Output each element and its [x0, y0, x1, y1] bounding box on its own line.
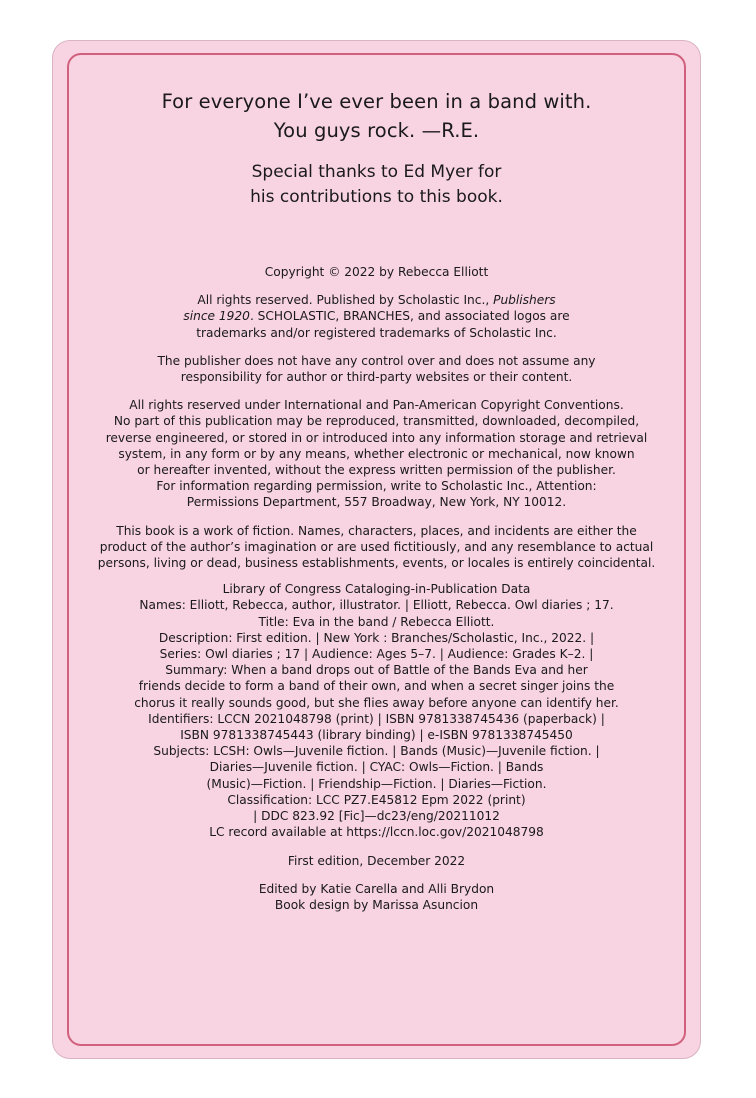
cip-line: ISBN 9781338745443 (library binding) | e-ISBN 9781338745450 — [180, 728, 573, 743]
convention-line: Permissions Department, 557 Broadway, New York, NY 10012. — [186, 495, 567, 510]
rights-line — [53, 292, 700, 308]
cip-line: Classification: LCC PZ7.E45812 Epm 2022 (print) — [227, 792, 526, 807]
cip-line: Title: Eva in the band / Rebecca Elliott. — [258, 614, 495, 629]
thanks-line: Special thanks to Ed Myer for — [251, 162, 502, 182]
cip-line: Diaries—Juvenile fiction. | CYAC: Owls—Fiction. | Bands — [209, 760, 544, 775]
cip-line: chorus it really sounds good, but she flies away before anyone can identify her. — [134, 695, 619, 710]
cip-line: LC record available at https://lccn.loc.gov/2021048798 — [209, 825, 544, 840]
thanks-line: his contributions to this book. — [250, 187, 503, 207]
publisher-note-line: responsibility for author or third-party websites or their content. — [180, 370, 573, 385]
convention-line: All rights reserved under International and Pan-American Copyright Conventions. — [129, 398, 624, 413]
convention-line: For information regarding permission, write to Scholastic Inc., Attention: — [156, 479, 597, 494]
cip-line: (Music)—Fiction. | Friendship—Fiction. | Diaries—Fiction. — [206, 776, 547, 791]
cip-line: Subjects: LCSH: Owls—Juvenile fiction. | Bands (Music)—Juvenile fiction. | — [153, 744, 600, 759]
rights-text: . SCHOLASTIC, BRANCHES, and associated logos are — [249, 309, 570, 324]
rights-statement — [53, 292, 700, 341]
dedication-line: For everyone I’ve ever been in a band with. — [161, 90, 592, 113]
edition-statement — [53, 853, 700, 869]
rights-italic-text: since 1920 — [183, 309, 250, 324]
copyright-notice — [53, 264, 700, 280]
fiction-line: product of the author’s imagination or are used fictitiously, and any resemblance to actual — [99, 539, 654, 554]
fiction-disclaimer — [53, 523, 700, 572]
publisher-note — [53, 353, 700, 385]
dedication — [53, 87, 700, 145]
special-thanks — [53, 160, 700, 210]
cip-line: Identifiers: LCCN 2021048798 (print) | ISBN 9781338745436 (paperback) | — [148, 711, 605, 726]
cip-line: Series: Owl diaries ; 17 | Audience: Ages 5–7. | Audience: Grades K–2. | — [159, 647, 594, 662]
cip-line: Summary: When a band drops out of Battle of the Bands Eva and her — [165, 663, 588, 678]
cip-line: | DDC 823.92 [Fic]—dc23/eng/20211012 — [253, 809, 500, 824]
fiction-line: persons, living or dead, business establishments, events, or locales is entirely coincidental. — [97, 556, 656, 571]
cip-line: Names: Elliott, Rebecca, author, illustrator. | Elliott, Rebecca. Owl diaries ; 17. — [139, 598, 614, 613]
publisher-note-line: The publisher does not have any control over and does not assume any — [157, 353, 596, 368]
copyright-page-card — [52, 40, 701, 1059]
copyright-line: Copyright © 2022 by Rebecca Elliott — [264, 265, 489, 279]
rights-line: trademarks and/or registered trademarks of Scholastic Inc. — [196, 325, 557, 340]
fiction-line: This book is a work of fiction. Names, characters, places, and incidents are either the — [116, 523, 637, 538]
convention-line: or hereafter invented, without the express written permission of the publisher. — [137, 463, 616, 478]
cataloging-data — [53, 581, 700, 840]
edition-line: First edition, December 2022 — [287, 853, 466, 868]
cip-line: Description: First edition. | New York : Branches/Scholastic, Inc., 2022. | — [158, 630, 595, 645]
rights-italic-text: Publishers — [493, 293, 556, 308]
cip-line: friends decide to form a band of their own, and when a secret singer joins the — [138, 679, 615, 694]
rights-line — [53, 308, 700, 324]
credit-line: Book design by Marissa Asuncion — [274, 897, 479, 912]
convention-line: reverse engineered, or stored in or introduced into any information storage and retrieval — [105, 430, 648, 445]
dedication-line: You guys rock. —R.E. — [273, 119, 480, 142]
credits — [53, 881, 700, 913]
page-content — [53, 87, 700, 913]
rights-text: All rights reserved. Published by Scholastic Inc., — [197, 293, 494, 308]
copyright-convention — [53, 397, 700, 510]
convention-line: system, in any form or by any means, whether electronic or mechanical, now known — [118, 446, 635, 461]
cip-line: Library of Congress Cataloging-in-Publication Data — [222, 582, 531, 597]
credit-line: Edited by Katie Carella and Alli Brydon — [258, 881, 495, 896]
convention-line: No part of this publication may be reproduced, transmitted, downloaded, decompiled, — [113, 414, 640, 429]
